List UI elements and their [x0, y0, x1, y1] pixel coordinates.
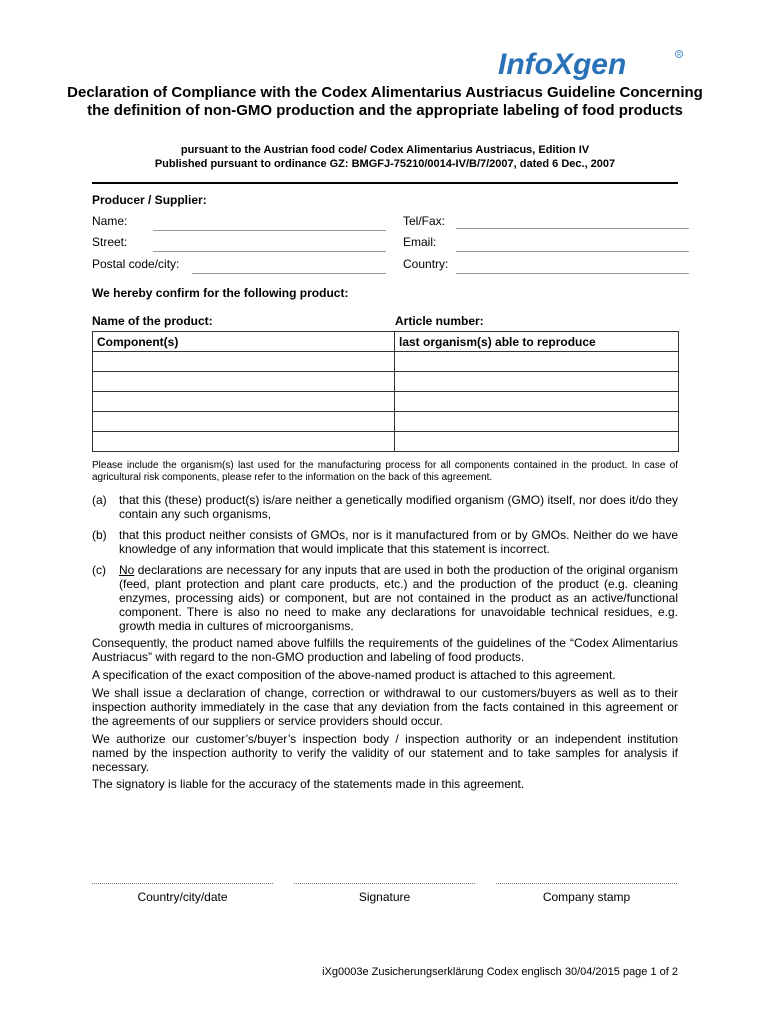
paragraph-liability: The signatory is liable for the accuracy of the statements made in this agreement. [92, 777, 525, 791]
confirm-heading: We hereby confirm for the following product: [92, 286, 349, 300]
signature-line[interactable] [294, 883, 475, 884]
organism-cell[interactable] [395, 392, 679, 412]
components-column-header: Component(s) [93, 332, 395, 352]
producer-heading: Producer / Supplier: [92, 193, 207, 207]
infoxgen-logo [496, 40, 686, 86]
paragraph-authorize: We authorize our customer’s/buyer’s inspection body / inspection authority or an independent institution named by the inspection authority to verify the validity of our statement and to take samples for analysis if necessary. [92, 732, 678, 774]
date-signature-line[interactable] [92, 883, 273, 884]
statement-b-label: (b) [92, 528, 107, 542]
tel-fax-field[interactable] [456, 228, 689, 229]
statement-c-body: declarations are necessary for any inputs that are used in both the production of the original organism (feed, plant protection and plant care products, etc.) and the production of the product (e.g. cleaning enzymes, processing aids) or component, but are not contained in the product as an active/functional component. There is also no need to make any declarations for unavoidable technical residues, e.g. growth media in cultures of microorganisms. [119, 563, 678, 633]
table-row [93, 352, 679, 372]
signature-label: Signature [358, 890, 411, 904]
page-footer: iXg0003e Zusicherungserklärung Codex englisch 30/04/2015 page 1 of 2 [322, 966, 678, 978]
name-field[interactable] [153, 230, 386, 231]
statement-c [92, 563, 678, 633]
date-label: Country/city/date [137, 890, 228, 904]
subtitle-line-1: pursuant to the Austrian food code/ Codex Alimentarius Austriacus, Edition IV [180, 144, 590, 156]
statement-c-text [119, 563, 678, 633]
component-cell[interactable] [93, 392, 395, 412]
paragraph-consequently: Consequently, the product named above fulfills the requirements of the guidelines of the “Codex Alimentarius Austriacus” with regard to the non-GMO production and labeling of food products. [92, 636, 678, 664]
postal-city-label: Postal code/city: [92, 257, 180, 271]
svg-text:R: R [677, 52, 681, 58]
organism-cell[interactable] [395, 412, 679, 432]
stamp-label: Company stamp [542, 890, 631, 904]
organism-cell[interactable] [395, 372, 679, 392]
email-field[interactable] [456, 251, 689, 252]
paragraph-specification: A specification of the exact composition of the above-named product is attached to this agreement. [92, 668, 616, 682]
organisms-column-header: last organism(s) able to reproduce [395, 332, 679, 352]
statement-c-emphasis: No [119, 563, 135, 577]
email-label: Email: [403, 235, 437, 249]
postal-city-field[interactable] [192, 273, 386, 274]
street-field[interactable] [153, 251, 386, 252]
organism-cell[interactable] [395, 432, 679, 452]
name-label: Name: [92, 214, 128, 228]
statement-b [92, 528, 678, 556]
article-number-label: Article number: [395, 314, 484, 328]
logo-text: InfoXgen [498, 48, 627, 81]
stamp-line[interactable] [496, 883, 677, 884]
product-name-label: Name of the product: [92, 314, 213, 328]
country-label: Country: [403, 257, 449, 271]
country-field[interactable] [456, 273, 689, 274]
table-row [93, 432, 679, 452]
header-divider [92, 182, 678, 184]
statement-b-text: that this product neither consists of GMOs, nor is it manufactured from or by GMOs. Neither do we have knowledge of any information that would implicate that this statement is incorrect. [119, 528, 678, 556]
components-table [92, 331, 679, 452]
street-label: Street: [92, 235, 128, 249]
component-cell[interactable] [93, 432, 395, 452]
statement-a-label: (a) [92, 493, 107, 507]
document-title: Declaration of Compliance with the Codex Alimentarius Austriacus Guideline Concerning the definition of non-GMO production and the appropriate labeling of food products [67, 84, 703, 119]
paragraph-change: We shall issue a declaration of change, correction or withdrawal to our customers/buyers as well as to their inspection authority immediately in the case that any deviation from the facts contained in this agreement or the agreements of our suppliers or service providers should occur. [92, 686, 678, 728]
statement-a-text: that this (these) product(s) is/are neither a genetically modified organism (GMO) itself, nor does it/do they contain any such organisms, [119, 493, 678, 521]
statement-a [92, 493, 678, 521]
component-cell[interactable] [93, 412, 395, 432]
component-cell[interactable] [93, 352, 395, 372]
organism-cell[interactable] [395, 352, 679, 372]
table-row [93, 412, 679, 432]
document-subtitle [60, 143, 710, 171]
statement-c-label: (c) [92, 563, 106, 577]
table-note: Please include the organism(s) last used for the manufacturing process for all components contained in the product. In case of agricultural risk components, please refer to the information on the back of this agreement. [92, 460, 678, 483]
tel-fax-label: Tel/Fax: [403, 214, 446, 228]
component-cell[interactable] [93, 372, 395, 392]
subtitle-line-2: Published pursuant to ordinance GZ: BMGFJ-75210/0014-IV/B/7/2007, dated 6 Dec., 2007 [154, 158, 616, 170]
table-row [93, 372, 679, 392]
table-row [93, 392, 679, 412]
table-header-row [93, 332, 679, 352]
